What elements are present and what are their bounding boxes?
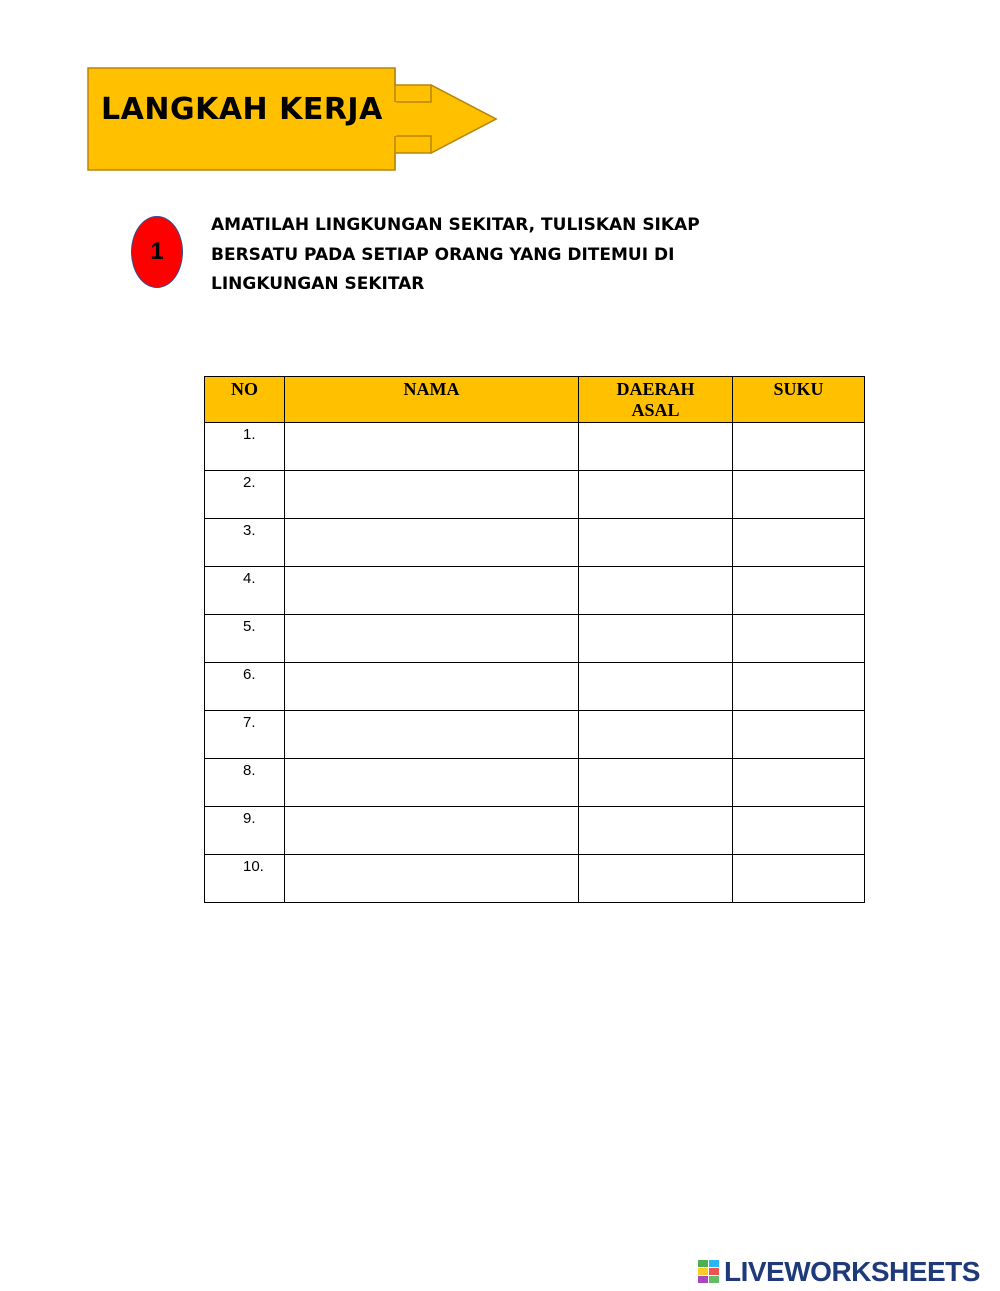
nama-input-cell[interactable] [285, 711, 579, 759]
table-row [205, 615, 865, 663]
header-daerah-asal-label: DAERAH ASAL [616, 379, 695, 420]
table-row [205, 855, 865, 903]
suku-input-cell[interactable] [733, 615, 865, 663]
daerah-asal-input-cell[interactable] [579, 423, 733, 471]
nama-input-cell[interactable] [285, 759, 579, 807]
row-number-cell: 8. [205, 759, 285, 807]
nama-input-cell[interactable] [285, 471, 579, 519]
daerah-asal-input-cell[interactable] [579, 711, 733, 759]
header-suku: SUKU [733, 377, 865, 423]
table-body [205, 423, 865, 903]
row-number-cell: 5. [205, 615, 285, 663]
suku-input-cell[interactable] [733, 807, 865, 855]
instruction-line: BERSATU PADA SETIAP ORANG YANG DITEMUI DI [211, 244, 675, 265]
suku-input-cell[interactable] [733, 423, 865, 471]
nama-input-cell[interactable] [285, 423, 579, 471]
row-number-cell: 1. [205, 423, 285, 471]
nama-input-cell[interactable] [285, 855, 579, 903]
daerah-asal-input-cell[interactable] [579, 567, 733, 615]
suku-input-cell[interactable] [733, 471, 865, 519]
table-row [205, 471, 865, 519]
header-nama: NAMA [285, 377, 579, 423]
worksheet-table [204, 376, 865, 903]
row-number-cell: 9. [205, 807, 285, 855]
daerah-asal-input-cell[interactable] [579, 759, 733, 807]
instruction-text [211, 211, 791, 300]
daerah-asal-input-cell[interactable] [579, 615, 733, 663]
suku-input-cell[interactable] [733, 519, 865, 567]
row-number-cell: 10. [205, 855, 285, 903]
table-row [205, 423, 865, 471]
step-number-badge [131, 216, 183, 288]
suku-input-cell[interactable] [733, 567, 865, 615]
instruction-line: AMATILAH LINGKUNGAN SEKITAR, TULISKAN SIKAP [211, 215, 700, 235]
header-daerah-asal [579, 377, 733, 423]
daerah-asal-input-cell[interactable] [579, 855, 733, 903]
table-row [205, 567, 865, 615]
table-row [205, 663, 865, 711]
brand-footer [698, 1258, 980, 1286]
daerah-asal-input-cell[interactable] [579, 471, 733, 519]
nama-input-cell[interactable] [285, 663, 579, 711]
brand-name: LIVEWORKSHEETS [724, 1256, 980, 1287]
suku-input-cell[interactable] [733, 855, 865, 903]
table-row [205, 759, 865, 807]
nama-input-cell[interactable] [285, 807, 579, 855]
row-number-cell: 7. [205, 711, 285, 759]
nama-input-cell[interactable] [285, 615, 579, 663]
daerah-asal-input-cell[interactable] [579, 663, 733, 711]
step-number: 1 [150, 238, 164, 265]
suku-input-cell[interactable] [733, 759, 865, 807]
suku-input-cell[interactable] [733, 711, 865, 759]
nama-input-cell[interactable] [285, 519, 579, 567]
row-number-cell: 3. [205, 519, 285, 567]
daerah-asal-input-cell[interactable] [579, 807, 733, 855]
header-no: NO [205, 377, 285, 423]
nama-input-cell[interactable] [285, 567, 579, 615]
banner-title: LANGKAH KERJA [101, 92, 383, 127]
instruction-line: LINGKUNGAN SEKITAR [211, 274, 425, 294]
table-row [205, 711, 865, 759]
row-number-cell: 6. [205, 663, 285, 711]
table-row [205, 807, 865, 855]
liveworksheets-logo-icon [698, 1260, 720, 1284]
row-number-cell: 4. [205, 567, 285, 615]
daerah-asal-input-cell[interactable] [579, 519, 733, 567]
table-row [205, 519, 865, 567]
suku-input-cell[interactable] [733, 663, 865, 711]
row-number-cell: 2. [205, 471, 285, 519]
table-header-row [205, 377, 865, 423]
